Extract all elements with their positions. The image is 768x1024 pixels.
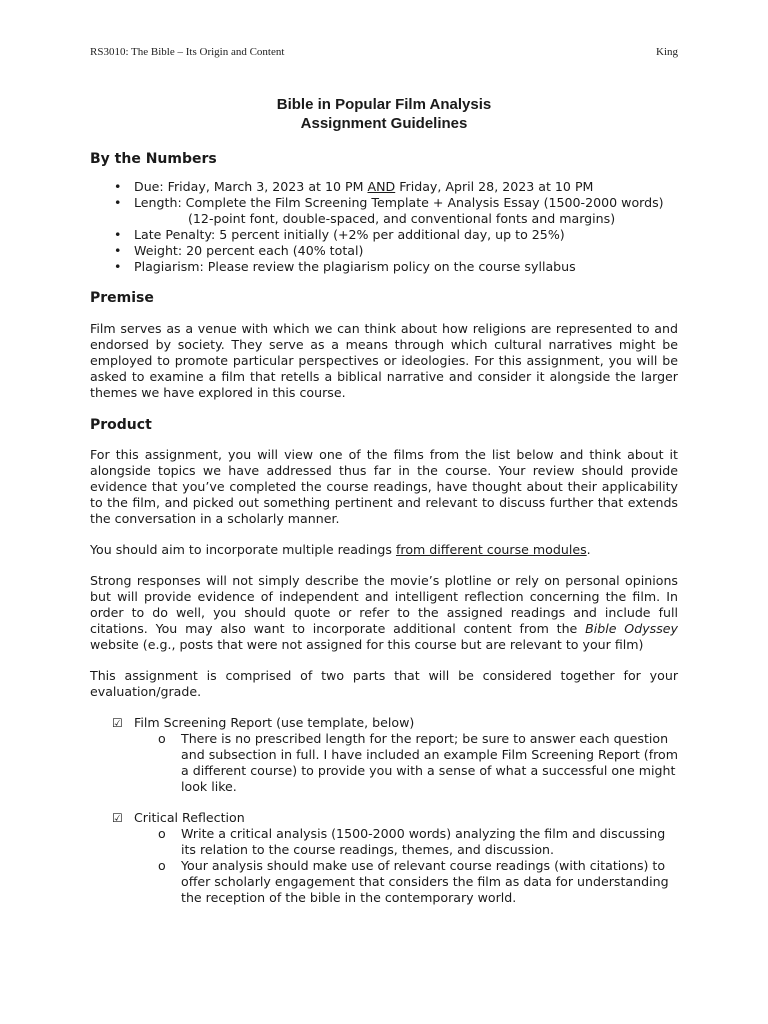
bullet-icon: • xyxy=(114,195,122,210)
part2-sublist xyxy=(90,826,678,906)
bullet-icon: • xyxy=(114,179,122,194)
list-item-due: • Due: Friday, March 3, 2023 at 10 PM AND Friday, April 28, 2023 at 10 PM xyxy=(114,179,594,194)
list-item-weight: • Weight: 20 percent each (40% total) xyxy=(114,243,364,258)
sub-list-item: o Write a critical analysis (1500-2000 words) analyzing the film and discussing its relation to the course readings, themes, and discussion. xyxy=(158,826,666,857)
sub-list-item: o There is no prescribed length for the report; be sure to answer each question and subsection in full. I have included an example Film Screening Report (from a different course) to provide you with a sense of what a successful one might look like. xyxy=(158,731,678,794)
length-detail: (12-point font, double-spaced, and conventional fonts and margins) xyxy=(188,211,616,226)
part1-sublist xyxy=(90,731,678,795)
bullet-icon: • xyxy=(114,227,122,242)
bible-odyssey-title: Bible Odyssey xyxy=(585,621,678,636)
product-paragraph-1: For this assignment, you will view one of the films from the list below and think about it alongside topics we have addressed thus far in the course. Your review should provide evidence that you’ve completed the course readings, have thought about their applicability to the film, and picked out something pertinent and relevant to discuss further that extends the conversation in a scholarly manner. xyxy=(90,447,678,526)
document-body xyxy=(90,95,678,906)
list-item-plagiarism: • Plagiarism: Please review the plagiarism policy on the course syllabus xyxy=(114,259,576,274)
header-author: King xyxy=(656,46,678,58)
part-film-screening-report: ☑ Film Screening Report (use template, below) xyxy=(112,715,415,730)
title-line-1: Bible in Popular Film Analysis xyxy=(276,96,492,113)
heading-product: Product xyxy=(90,417,152,433)
checkbox-icon: ☑ xyxy=(112,716,123,730)
title-line-2: Assignment Guidelines xyxy=(300,115,468,132)
part-critical-reflection: ☑ Critical Reflection xyxy=(112,810,245,825)
numbers-list xyxy=(90,179,678,275)
header-course: RS3010: The Bible – Its Origin and Content xyxy=(90,46,285,58)
list-item-late-penalty: • Late Penalty: 5 percent initially (+2% per additional day, up to 25%) xyxy=(114,227,565,242)
due-and-emphasis: AND xyxy=(367,179,396,194)
heading-by-the-numbers: By the Numbers xyxy=(90,151,217,167)
list-item-length: • Length: Complete the Film Screening Template + Analysis Essay (1500-2000 words) (12-point font, double-spaced, and conventional fonts and margins) xyxy=(90,195,678,227)
heading-premise: Premise xyxy=(90,290,154,306)
bullet-icon: • xyxy=(114,259,122,274)
bullet-icon: • xyxy=(114,243,122,258)
circle-bullet-icon: o xyxy=(158,858,166,873)
product-paragraph-4: This assignment is comprised of two parts that will be considered together for your evaluation/grade. xyxy=(90,668,678,699)
modules-underline: from different course modules xyxy=(395,542,587,557)
sub-list-item: o Your analysis should make use of relevant course readings (with citations) to offer scholarly engagement that considers the film as data for understanding the reception of the bible in the contemporary world. xyxy=(158,858,669,905)
circle-bullet-icon: o xyxy=(158,826,166,841)
circle-bullet-icon: o xyxy=(158,731,166,746)
product-paragraph-3: Strong responses will not simply describe the movie’s plotline or rely on personal opinions but will provide evidence of independent and intelligent reflection concerning the film. In order to do well, you should quote or refer to the assigned readings and include full citations. You may also want to incorporate additional content from the Bible Odyssey website (e.g., posts that were not assigned for this course but are relevant to your film) xyxy=(90,573,678,652)
premise-paragraph: Film serves as a venue with which we can think about how religions are represented to and endorsed by society. They serve as a means through which cultural narratives might be employed to promote particular perspectives or ideologies. For this assignment, you will be asked to examine a film that retells a biblical narrative and consider it alongside the larger themes we have explored in this course. xyxy=(90,321,678,400)
checkbox-icon: ☑ xyxy=(112,811,123,825)
product-paragraph-2: You should aim to incorporate multiple readings from different course modules. xyxy=(90,542,591,557)
